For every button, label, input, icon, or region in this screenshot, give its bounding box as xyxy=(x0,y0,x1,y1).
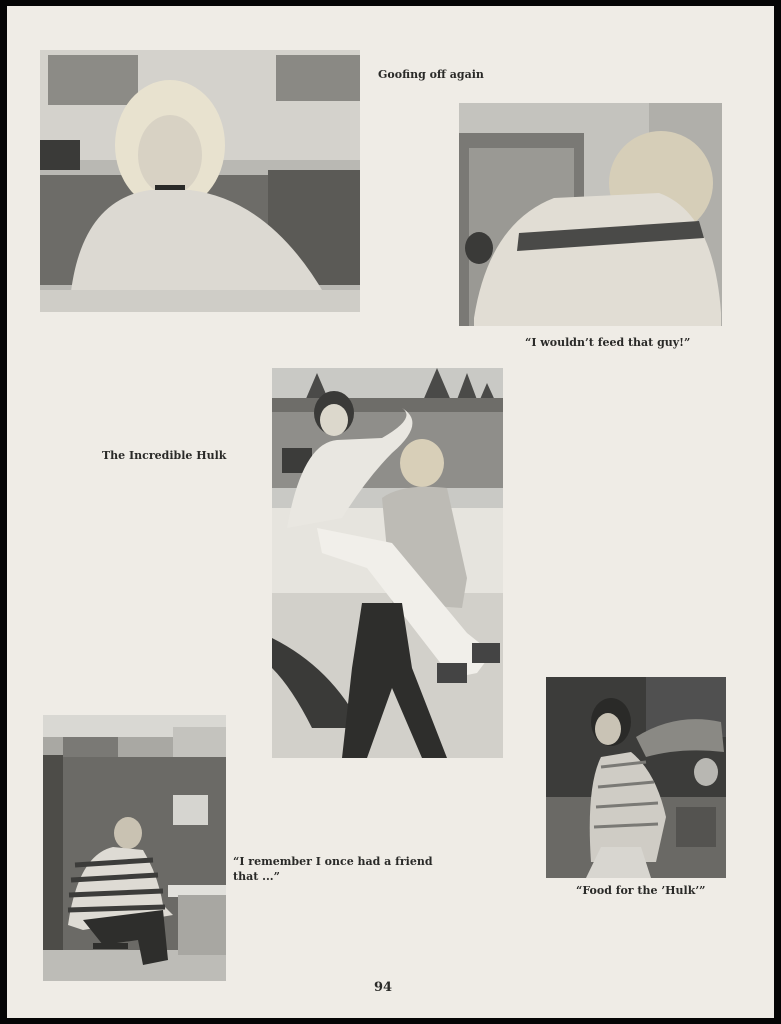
caption-food-for-hulk: “Food for the ’Hulk’” xyxy=(576,884,706,897)
caption-remember-line-2: that ...” xyxy=(233,870,280,883)
photo-hulk-carry xyxy=(272,368,503,758)
photo-food-for-hulk xyxy=(546,677,726,878)
caption-remember-line-1: “I remember I once had a friend xyxy=(233,855,433,868)
caption-incredible-hulk: The Incredible Hulk xyxy=(102,449,227,462)
caption-wouldnt-feed: “I wouldn’t feed that guy!” xyxy=(525,336,691,349)
photo-girl-at-table xyxy=(40,50,360,312)
yearbook-page xyxy=(7,6,774,1018)
photo-man-at-desk xyxy=(43,715,226,981)
caption-remember-friend xyxy=(233,854,433,884)
caption-goofing-off: Goofing off again xyxy=(378,68,484,81)
photo-student-in-sweater xyxy=(459,103,722,326)
page-number: 94 xyxy=(374,980,393,995)
